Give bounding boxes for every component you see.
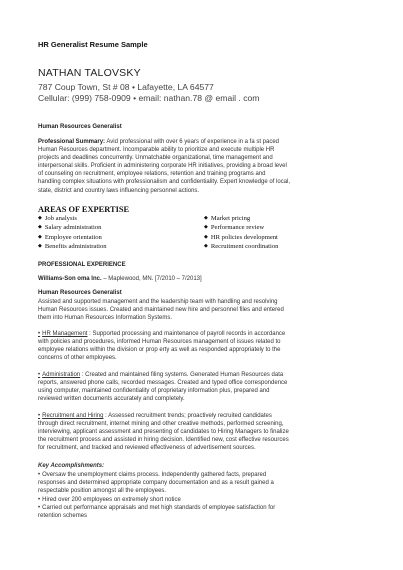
hr-management-label: • HR Management	[38, 331, 87, 337]
hr-management-text: : Supported processing and maintenance of payroll records in accordance with policies and procedures, informed Human Resources management of issues related to employee relations within the division or prop erty as well as responded appropriately to the concerns of other employees.	[38, 331, 286, 362]
expertise-item: ◆ Job analysis	[38, 215, 107, 224]
accomplishment-text: • Oversaw the unemployment claims process. Independently gathered facts, prepared responses and determined appropriate company documentation and as a result gained a respectable position amongst all the employees.	[38, 472, 274, 494]
administration-label: • Administration	[38, 372, 80, 378]
accomplishment-item	[38, 504, 368, 520]
document-title: HR Generalist Resume Sample	[38, 40, 148, 49]
expertise-item: ◆ Performance review	[204, 224, 278, 233]
hr-management-block	[38, 330, 368, 362]
role-heading: Human Resources Generalist	[38, 124, 122, 130]
accomplishment-text: • Carried out performance appraisals and met high standards of employee satisfaction for retention schemes	[38, 505, 275, 519]
expertise-item: ◆ Market pricing	[204, 215, 278, 224]
experience-heading: PROFESSIONAL EXPERIENCE	[38, 262, 126, 268]
job-intro: Assisted and supported management and the leadership team with handling and resolving Human Resources issues. Created and maintained new hire and personnel files and entered them into Human Resources Information Systems.	[38, 299, 284, 322]
expertise-right-list	[204, 215, 278, 252]
employer-line	[38, 275, 368, 283]
recruitment-block	[38, 412, 368, 452]
accomplishments-heading: Key Accomplishments:	[38, 463, 105, 469]
expertise-item: ◆ Employee orientation	[38, 234, 107, 243]
employer-details: – Maplewood, MN. [7/2010 – 7/2013]	[101, 276, 202, 282]
accomplishment-text: • Hired over 200 employees on extremely short notice	[38, 497, 181, 503]
administration-text: : Created and maintained filing systems. Generated Human Resources data reports, answered phone calls, recorded messages. Created and typed office correspondence using computer, maintained confidentiality of proprietary information plus, prepared and reviewed written documents accurately and completely.	[38, 372, 288, 403]
expertise-item: ◆ Recruitment coordination	[204, 243, 278, 252]
summary-text: Avid professional with over 6 years of experience in a fa st paced Human Resources department. Incomparable ability to prioritize and execute multiple HR projects and deadlines concurrently. Unmatchable organizational, time management and interpersonal skills. Proficient in administering corporate HR initiatives, providing a broad level of counseling on recruitment, employee relations, retention and training programs and handling complex situations with professionalism and confidentiality. Expert knowledge of local, state, district and country laws influencing personnel actions.	[38, 139, 291, 194]
expertise-item: ◆ HR policies development	[204, 234, 278, 243]
candidate-name: NATHAN TALOVSKY	[38, 67, 141, 79]
summary-label: Professional Summary:	[38, 139, 106, 145]
professional-summary	[38, 138, 368, 195]
recruitment-text: : Assessed recruitment trends; proactively recruited candidates through direct recruitment, internet mining and other creative methods, performed screening, interviewing, applicant assessment and presenting of candidates to Hiring Managers to finalize the recruitment process and assisted in hiring decision. Identified new, cost effective resources for recruitment, and tracked and reviewed effectiveness of advertisement sources.	[38, 413, 289, 452]
administration-block	[38, 371, 368, 403]
expertise-item: ◆ Salary administration	[38, 224, 107, 233]
accomplishment-item	[38, 496, 368, 504]
expertise-item: ◆ Benefits administration	[38, 243, 107, 252]
expertise-left-list	[38, 215, 107, 252]
employer-name: Williams-Son oma Inc.	[38, 276, 102, 282]
job-title: Human Resources Generalist	[38, 290, 122, 296]
expertise-heading: AREAS OF EXPERTISE	[38, 205, 130, 214]
address-line: 787 Coup Town, St # 08 • Lafayette, LA 64577	[38, 82, 214, 92]
contact-line: Cellular: (999) 758-0909 • email: nathan.78 @ email . com	[38, 93, 260, 103]
accomplishment-item	[38, 471, 368, 495]
recruitment-label: • Recruitment and Hiring	[38, 413, 103, 419]
